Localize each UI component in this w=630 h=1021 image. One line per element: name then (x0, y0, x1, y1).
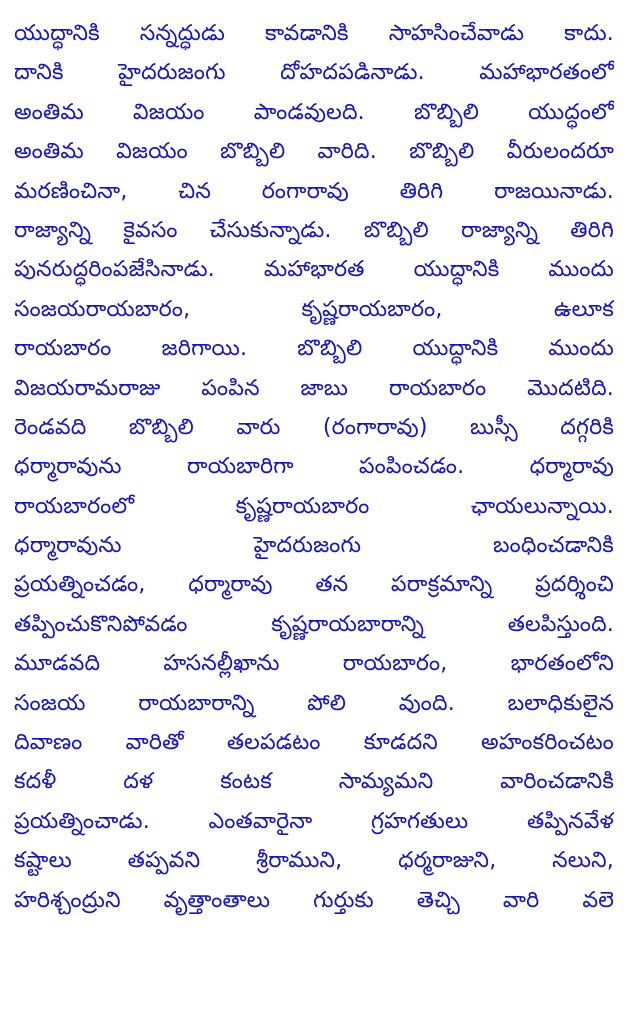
text-line-5: మరణించినా, చిన రంగారావు తిరిగి రాజయినాడు. (14, 178, 614, 204)
text-line-18: సంజయ రాయబారాన్ని పోలి వుంది. బలాధికులైన (14, 690, 614, 716)
text-line-13: రాయబారంలో కృష్ణరాయబారం ఛాయలున్నాయి. (14, 493, 614, 519)
text-line-22: కష్టాలు తప్పవని శ్రీరాముని, ధర్మరాజుని, నలుని, (14, 848, 614, 874)
text-line-1: యుద్ధానికి సన్నద్ధుడు కావడానికి సాహసించేవాడు కాదు. (14, 21, 614, 46)
text-line-14: ధర్మారావును హైదరుజంగు బంధించడానికి (14, 533, 614, 559)
text-line-2: దానికి హైదరుజంగు దోహదపడినాడు. మహాభారతంలో (14, 60, 614, 86)
text-line-15: ప్రయత్నించడం, ధర్మారావు తన పరాక్రమాన్ని ప్రదర్శించి (14, 572, 614, 598)
text-line-23: హరిశ్చంద్రుని వృత్తాంతాలు గుర్తుకు తెచ్చి వారి వలె (14, 887, 614, 913)
text-line-20: కదళీ దళ కంటక సామ్యమని వారించడానికి (14, 769, 614, 795)
text-line-21: ప్రయత్నించాడు. ఎంతవారైనా గ్రహగతులు తప్పినవేళ (14, 808, 614, 834)
text-line-7: పునరుద్ధరింపజేసినాడు. మహాభారత యుద్ధానికి ముందు (14, 257, 614, 283)
text-line-4: అంతిమ విజయం బొబ్బిలి వారిది. బొబ్బిలి వీరులందరూ (14, 139, 614, 165)
text-line-12: ధర్మారావును రాయబారిగా పంపించడం. ధర్మారావు (14, 454, 614, 480)
text-line-17: మూడవది హసనల్లీఖాను రాయబారం, భారతంలోని (14, 651, 614, 677)
text-line-9: రాయబారం జరిగాయి. బొబ్బిలి యుద్ధానికి ముందు (14, 336, 614, 362)
text-line-16: తప్పించుకొనిపోవడం కృష్ణరాయబారాన్ని తలపిస్తుంది. (14, 611, 614, 637)
text-line-11: రెండవది బొబ్బిలి వారు (రంగారావు) బుస్సీ దగ్గరికి (14, 414, 614, 440)
text-line-6: రాజ్యాన్ని కైవసం చేసుకున్నాడు. బొబ్బిలి రాజ్యాన్ని తిరిగి (14, 217, 614, 243)
text-line-10: విజయరామరాజు పంపిన జాబు రాయబారం మొదటిది. (14, 375, 614, 401)
text-line-3: అంతిమ విజయం పాండవులది. బొబ్బిలి యుద్ధంలో (14, 99, 614, 125)
text-line-19: దివాణం వారితో తలపడటం కూడదని అహంకరించటం (14, 730, 614, 756)
body-paragraph (14, 14, 614, 920)
text-line-8: సంజయరాయబారం, కృష్ణరాయబారం, ఉలూక (14, 296, 614, 322)
